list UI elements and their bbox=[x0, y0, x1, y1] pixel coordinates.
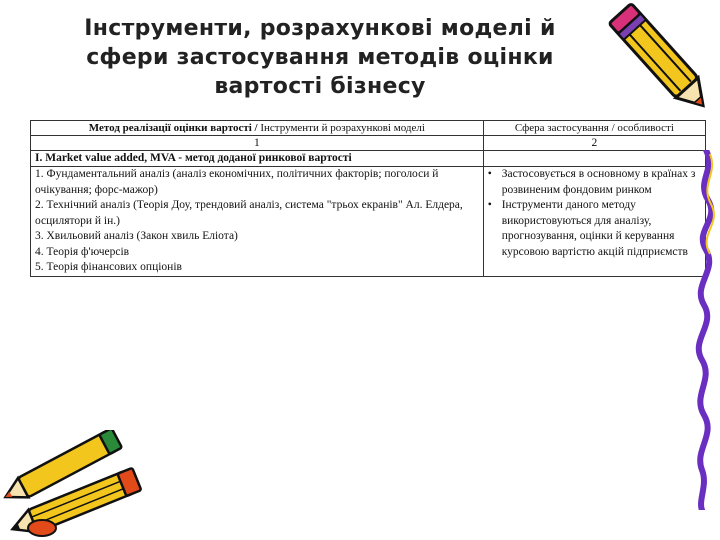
scope-item-1 bbox=[488, 167, 701, 198]
tool-item-2: 2. Технічний аналіз (Теорія Доу, трендовий аналіз, система "трьох екранів" Ал. Елдера, осцилятори й ін.) bbox=[35, 199, 463, 227]
bullet-icon: • bbox=[487, 168, 492, 180]
section-rest: - метод доданої ринкової вартості bbox=[175, 152, 352, 164]
scope-item-2 bbox=[488, 198, 701, 260]
table-header-row bbox=[31, 121, 706, 136]
tool-item-1: 1. Фундаментальний аналіз (аналіз економічних, політичних факторів; поголоси й очікування; форс-мажор) bbox=[35, 168, 439, 196]
section-latin: І. Market value added, MVA bbox=[35, 152, 176, 164]
methods-table bbox=[30, 120, 706, 277]
number-cell-2: 2 bbox=[483, 136, 705, 151]
pencil-icon bbox=[598, 0, 720, 120]
tool-item-3: 3. Хвильовий аналіз (Закон хвиль Еліота) bbox=[35, 230, 238, 242]
section-empty-cell bbox=[483, 151, 705, 167]
tool-item-5: 5. Теорія фінансових опціонів bbox=[35, 261, 182, 273]
tools-cell bbox=[31, 167, 484, 277]
scope-cell bbox=[483, 167, 705, 277]
header-method-bold: Метод реалізації оцінки вартості / bbox=[88, 122, 258, 134]
slide-title bbox=[40, 14, 600, 101]
squiggle-line bbox=[676, 150, 720, 510]
title-line-1: Інструменти, розрахункові моделі й bbox=[84, 16, 556, 41]
header-cell-method bbox=[31, 121, 484, 136]
bullet-icon: • bbox=[487, 199, 492, 211]
pencils-icon bbox=[0, 430, 150, 540]
title-line-2: сфери застосування методів оцінки bbox=[86, 45, 554, 70]
scope-item-2-text: Інструменти даного методу використовуються для аналізу, прогнозування, оцінки й керування курсовою вартістю акцій підприємств bbox=[501, 199, 688, 258]
header-method-rest: Інструменти й розрахункові моделі bbox=[257, 122, 425, 134]
table-section-row bbox=[31, 151, 706, 167]
table-row bbox=[31, 167, 706, 277]
header-cell-scope: Сфера застосування / особливості bbox=[483, 121, 705, 136]
number-cell-1: 1 bbox=[31, 136, 484, 151]
tool-item-4: 4. Теорія ф'ючерсів bbox=[35, 245, 130, 258]
section-cell bbox=[31, 151, 484, 167]
scope-item-1-text: Застосовується в основному в країнах з розвиненим фондовим ринком bbox=[501, 168, 696, 196]
title-line-3: вартості бізнесу bbox=[214, 74, 426, 99]
table-number-row bbox=[31, 136, 706, 151]
